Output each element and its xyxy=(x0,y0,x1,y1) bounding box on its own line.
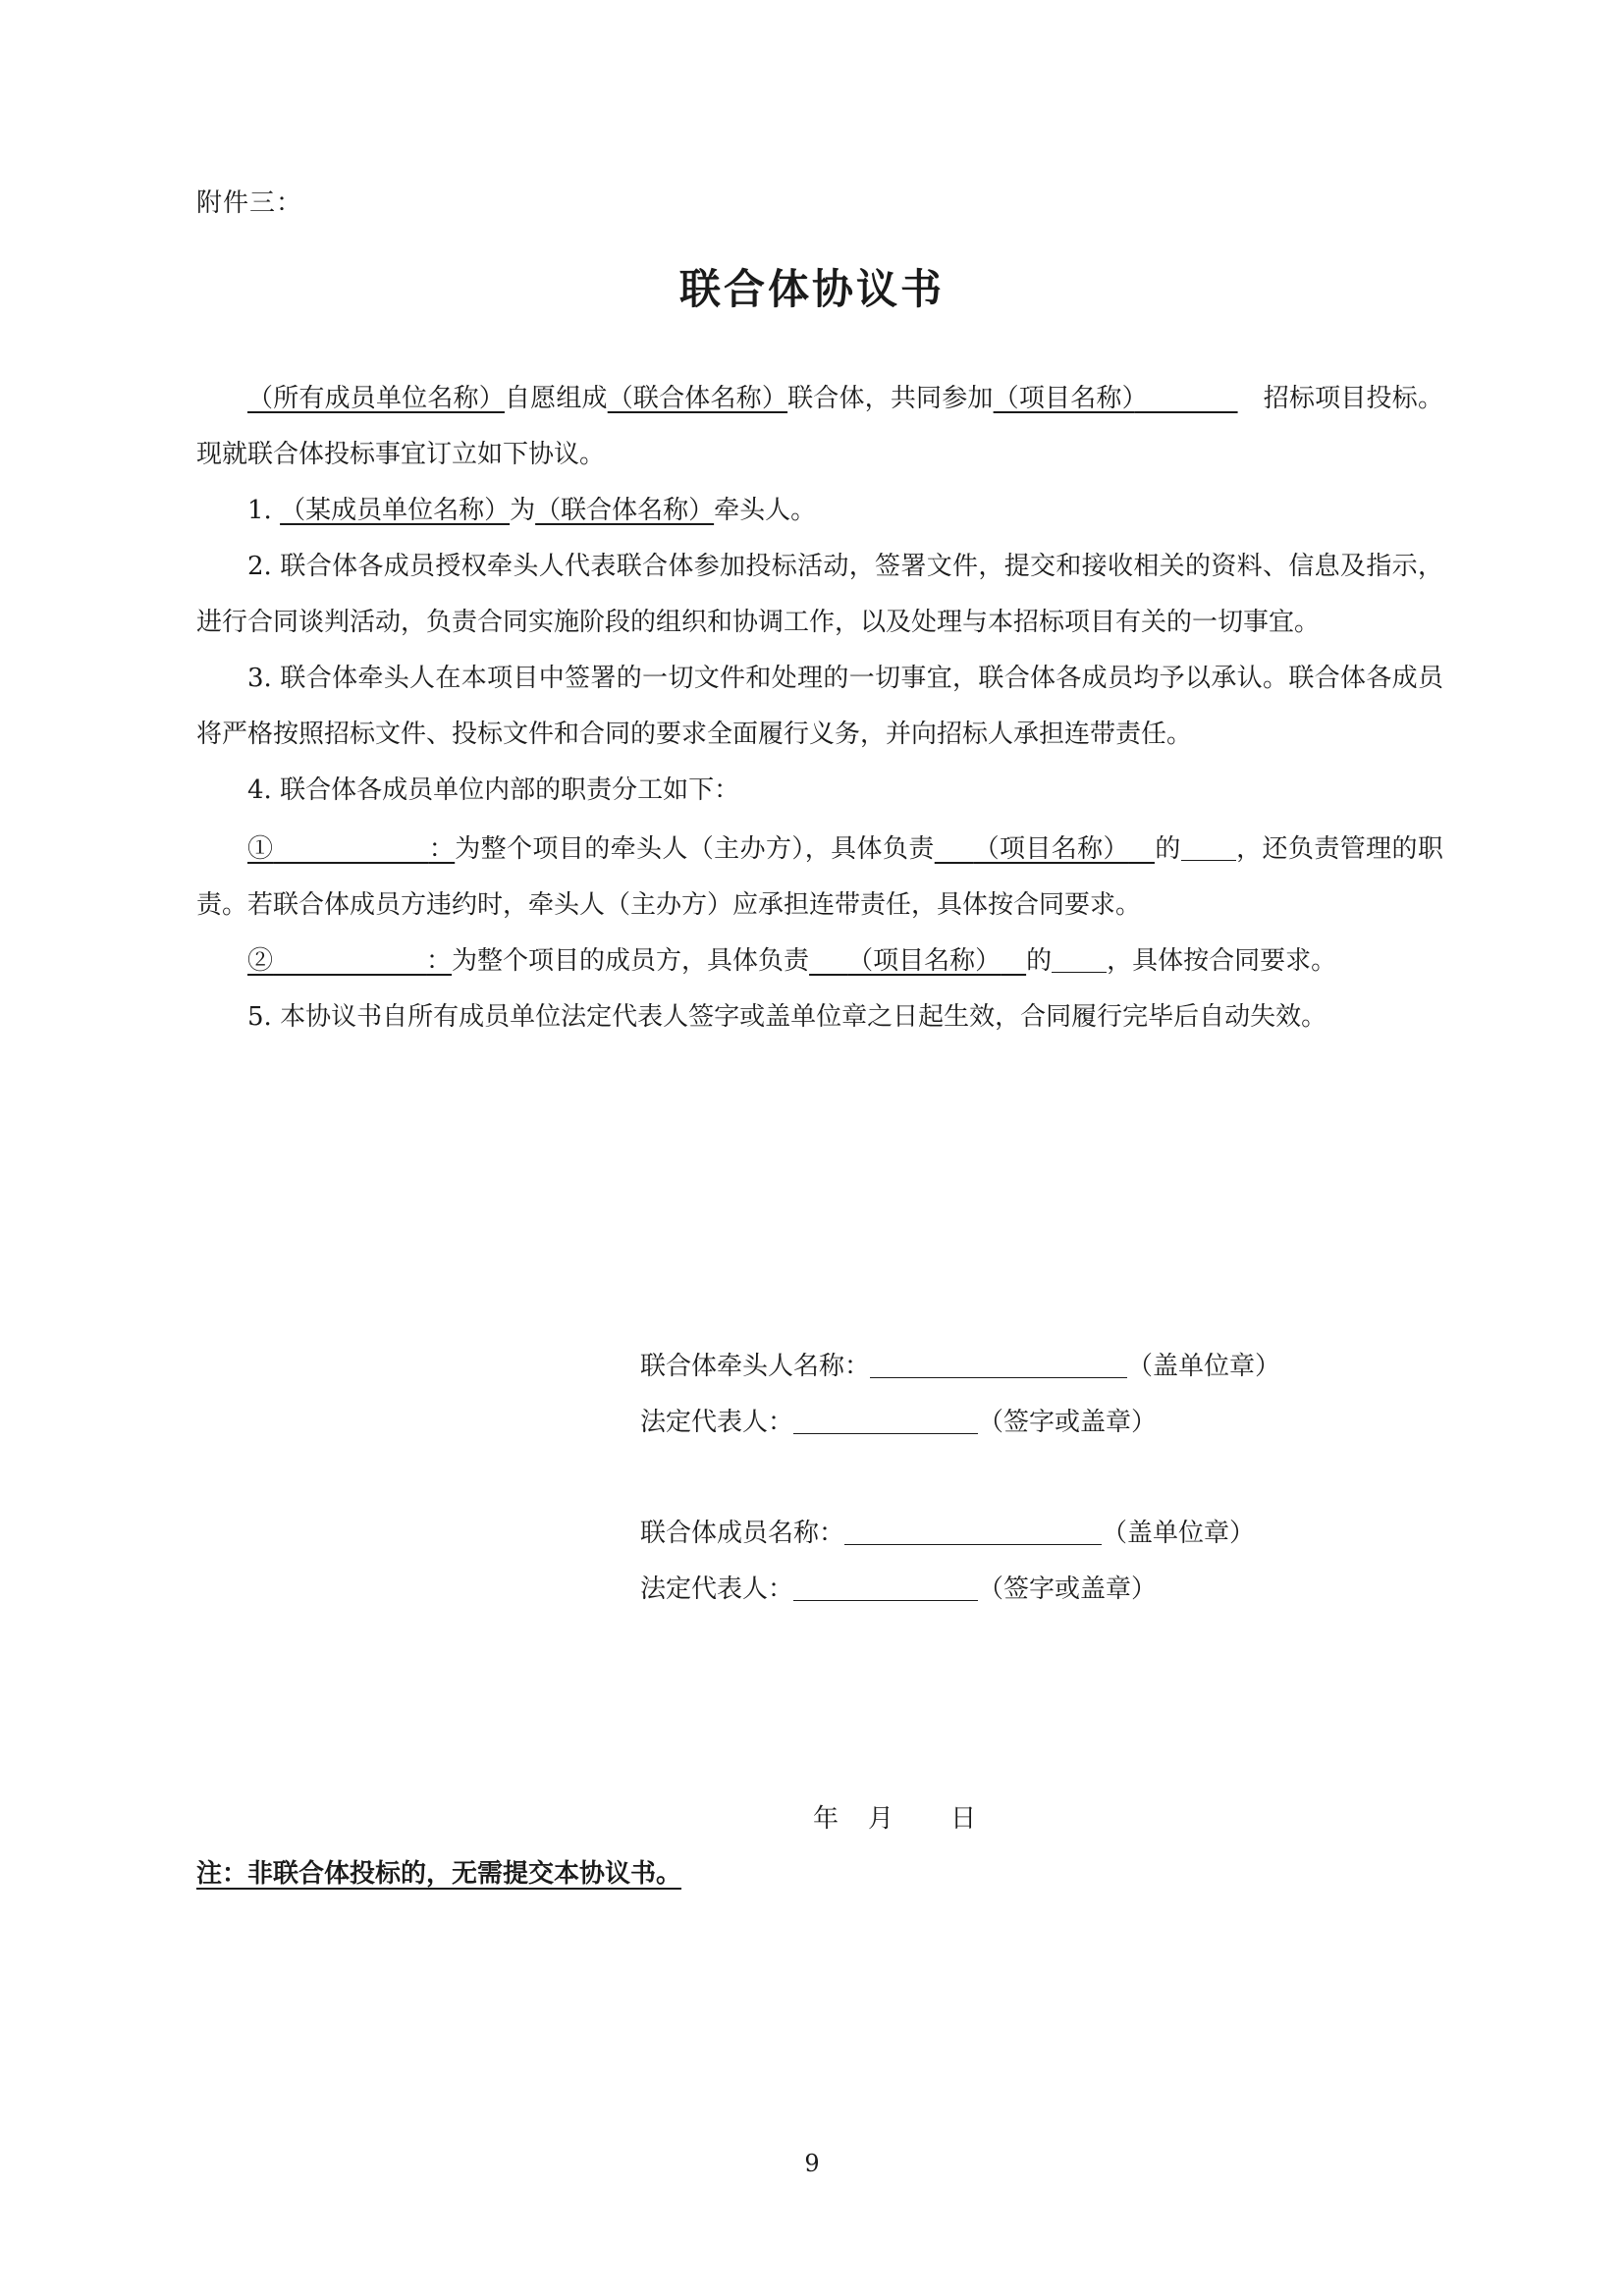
clause-5: 5. 本协议书自所有成员单位法定代表人签字或盖单位章之日起生效，合同履行完毕后自动失效。 xyxy=(247,1002,1327,1032)
consortium-placeholder: （联合体名称） xyxy=(607,384,788,413)
duty-1: ① ：为整个项目的牵头人（主办方），具体负责 （项目名称） 的 ，还负责管理的职责。若联合体成员方违约时，牵头人（主办方）应承担连带责任，具体按合同要求。 xyxy=(196,822,1443,934)
agreement-body xyxy=(196,371,1443,1045)
clause-2: 2. 联合体各成员授权牵头人代表联合体参加投标活动，签署文件，提交和接收相关的资料、信息及指示，进行合同谈判活动，负责合同实施阶段的组织和协调工作，以及处理与本招标项目有关的一切事宜。 xyxy=(196,552,1443,637)
footnote: 注：非联合体投标的，无需提交本协议书。 xyxy=(196,1859,682,1889)
date-year: 年 xyxy=(813,1804,841,1834)
members-placeholder: （所有成员单位名称） xyxy=(247,384,505,413)
lead-signature-block xyxy=(640,1339,1280,1451)
page-number: 9 xyxy=(804,2150,820,2177)
date-day: 日 xyxy=(950,1804,979,1834)
date-month: 月 xyxy=(868,1804,896,1834)
clause-4: 4. 联合体各成员单位内部的职责分工如下： xyxy=(247,775,740,805)
clause-1: 1. （某成员单位名称）为（联合体名称）牵头人。 xyxy=(247,496,817,525)
lead-rep-row: 法定代表人： （签字或盖章） xyxy=(640,1395,1280,1451)
page-title: 联合体协议书 xyxy=(678,265,945,313)
duty-2-party-blank: ② ： xyxy=(247,946,453,976)
member-rep-blank xyxy=(793,1571,978,1601)
lead-member-placeholder: （某成员单位名称） xyxy=(280,496,511,525)
member-name-row: 联合体成员名称： （盖单位章） xyxy=(640,1506,1255,1562)
member-name-blank xyxy=(844,1515,1102,1545)
intro-paragraph xyxy=(196,371,1443,483)
duty-2: ② ：为整个项目的成员方，具体负责 （项目名称） 的 ，具体按合同要求。 xyxy=(196,934,1443,989)
attachment-label: 附件三： xyxy=(196,188,303,218)
project-placeholder: （项目名称） xyxy=(993,384,1135,413)
clause-3: 3. 联合体牵头人在本项目中签署的一切文件和处理的一切事宜，联合体各成员均予以承认。联合体各成员将严格按照招标文件、投标文件和合同的要求全面履行义务，并向招标人承担连带责任。 xyxy=(196,664,1443,749)
duty-2-scope-blank xyxy=(1052,942,1107,973)
lead-rep-blank xyxy=(793,1404,978,1434)
duty-1-project: （项目名称） xyxy=(973,834,1129,864)
member-rep-row: 法定代表人： （签字或盖章） xyxy=(640,1562,1255,1618)
consortium-placeholder-2: （联合体名称） xyxy=(535,496,715,525)
duty-2-project: （项目名称） xyxy=(847,946,1001,976)
intro-text-3: 招标项目投标。现就联合体投标事宜订立如下协议。 xyxy=(196,384,1443,469)
lead-name-blank xyxy=(870,1348,1127,1378)
intro-text-1: 自愿组成 xyxy=(504,384,608,413)
lead-name-row: 联合体牵头人名称： （盖单位章） xyxy=(640,1339,1280,1395)
duty-1-scope-blank xyxy=(1181,830,1236,861)
member-signature-block xyxy=(640,1506,1255,1618)
date-line xyxy=(813,1798,978,1835)
intro-text-2: 联合体，共同参加 xyxy=(787,384,994,413)
duty-1-party-blank: ① ： xyxy=(247,834,456,864)
